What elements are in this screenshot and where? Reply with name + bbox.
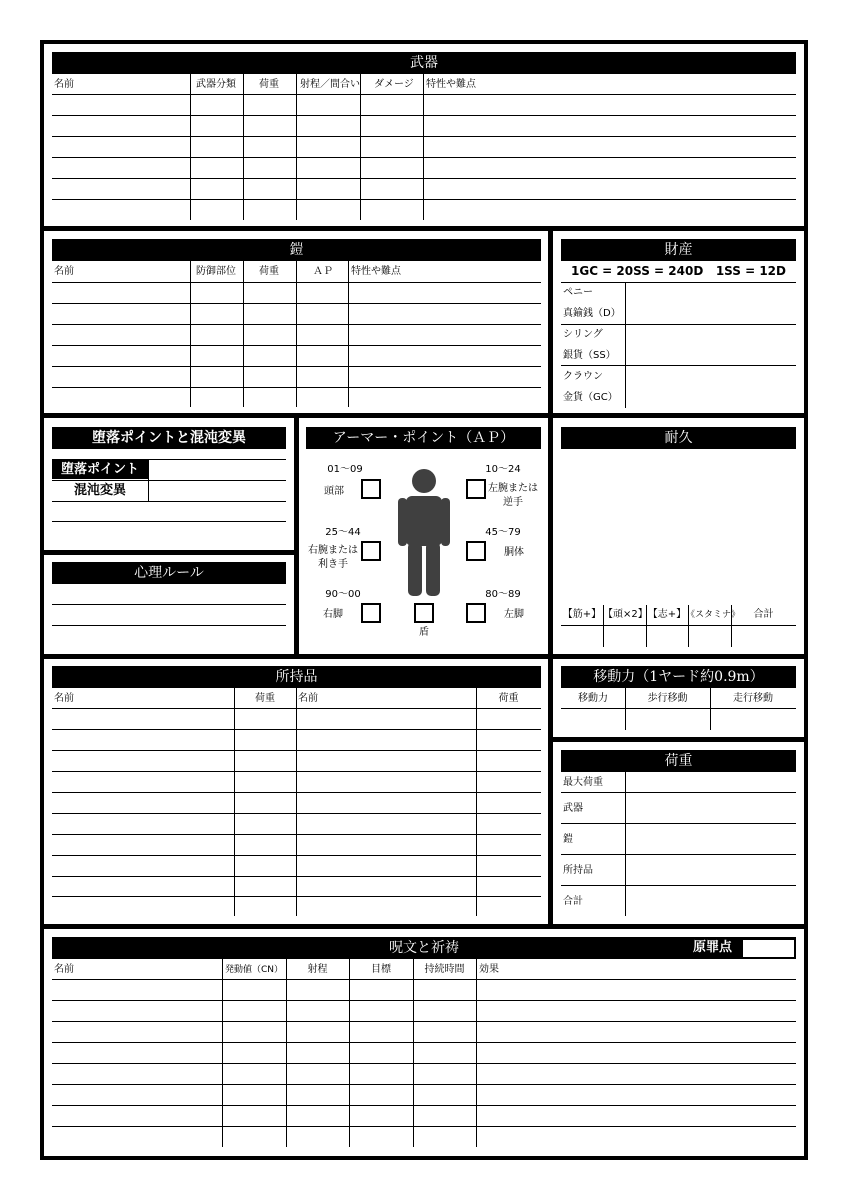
weapons-col-group: 武器分類	[196, 79, 236, 90]
armor-title: 鎧	[52, 239, 541, 261]
trappings-title: 所持品	[52, 666, 541, 688]
encumbrance-total: 合計	[563, 896, 583, 907]
table-rule	[52, 1063, 796, 1064]
divider	[44, 654, 804, 659]
movement-col-move: 移動力	[578, 693, 608, 704]
table-rule	[52, 1000, 796, 1001]
table-rule	[52, 604, 286, 605]
trappings-col-enc-1: 荷重	[255, 693, 275, 704]
table-rule	[561, 282, 796, 283]
ap-shield-box[interactable]	[414, 603, 434, 623]
table-rule	[561, 324, 796, 325]
armor-col-ap: ＡＰ	[313, 266, 333, 277]
table-rule	[561, 792, 796, 793]
spells-col-target: 目標	[371, 964, 391, 975]
encumbrance-max: 最大荷重	[563, 777, 603, 788]
trappings-col-name-2: 名前	[298, 693, 318, 704]
wealth-shilling-label: シリング	[563, 329, 603, 340]
table-rule	[52, 979, 796, 980]
table-rule	[243, 74, 244, 220]
table-rule	[625, 772, 626, 916]
ap-left-arm-label-1: 左腕または	[488, 483, 538, 494]
spells-col-duration: 持続時間	[424, 964, 465, 975]
ap-right-arm-box[interactable]	[361, 541, 381, 561]
armor-col-name: 名前	[54, 266, 74, 277]
movement-title: 移動力（1ヤード約0.9m）	[561, 666, 796, 688]
table-rule	[348, 261, 349, 407]
spells-col-cn: 発動値（CN）	[225, 965, 284, 975]
spells-col-effect: 効果	[479, 964, 499, 975]
wealth-title: 財産	[561, 239, 796, 261]
encumbrance-trappings: 所持品	[563, 865, 593, 876]
table-rule	[360, 74, 361, 220]
ap-right-arm-label-2: 利き手	[318, 559, 348, 570]
table-rule	[52, 115, 796, 116]
divider	[548, 659, 553, 925]
weapons-col-range: 射程／間合い	[300, 79, 360, 90]
table-rule	[52, 136, 796, 137]
wealth-penny-label: ペニー	[563, 287, 593, 298]
ap-head-label: 頭部	[324, 486, 344, 497]
table-rule	[296, 74, 297, 220]
wealth-exchange-rate: 1GC = 20SS = 240D 1SS = 12D	[571, 264, 786, 278]
wounds-title: 耐久	[561, 427, 796, 449]
ap-head-range: 01～09	[327, 464, 363, 475]
wounds-col-wpb: 【志+】	[647, 609, 687, 620]
wounds-col-total: 合計	[753, 609, 774, 620]
divider	[548, 231, 553, 417]
table-rule	[561, 885, 796, 886]
body-figure-icon	[398, 468, 450, 598]
table-rule	[561, 625, 796, 626]
table-rule	[52, 157, 796, 158]
armor-points-title: アーマー・ポイント（ＡＰ）	[306, 427, 541, 449]
divider	[553, 737, 804, 742]
ap-left-arm-box[interactable]	[466, 479, 486, 499]
wounds-col-hardy: 《スタミナ》	[686, 610, 741, 620]
ap-body-label: 胴体	[504, 547, 524, 558]
divider	[548, 418, 553, 656]
weapons-col-enc: 荷重	[259, 79, 279, 90]
corruption-title: 堕落ポイントと混沌変異	[52, 427, 286, 449]
ap-right-leg-box[interactable]	[361, 603, 381, 623]
table-rule	[52, 1021, 796, 1022]
divider	[44, 550, 294, 555]
table-rule	[286, 959, 287, 1147]
table-rule	[625, 688, 626, 730]
table-rule	[296, 688, 297, 916]
ap-body-range: 45～79	[485, 527, 521, 538]
table-rule	[52, 625, 286, 626]
encumbrance-armor: 鎧	[563, 834, 573, 845]
divider	[294, 418, 299, 656]
wealth-penny-sub: 真鍮銭（D）	[563, 308, 621, 319]
ap-left-leg-range: 80～89	[485, 589, 521, 600]
table-rule	[52, 178, 796, 179]
corruption-mutation-label: 混沌変異	[73, 483, 126, 498]
weapons-title: 武器	[52, 52, 796, 74]
armor-col-enc: 荷重	[259, 266, 279, 277]
spells-col-name: 名前	[54, 964, 74, 975]
table-rule	[561, 854, 796, 855]
table-rule	[413, 959, 414, 1147]
table-rule	[222, 959, 223, 1147]
table-rule	[52, 199, 796, 200]
ap-right-arm-label-1: 右腕または	[308, 545, 358, 556]
ap-head-box[interactable]	[361, 479, 381, 499]
armor-col-qualities: 特性や難点	[351, 266, 401, 277]
psychology-title: 心理ルール	[52, 562, 286, 584]
encumbrance-title: 荷重	[561, 750, 796, 772]
table-rule	[52, 480, 286, 481]
encumbrance-weapons: 武器	[563, 803, 583, 814]
ap-left-leg-box[interactable]	[466, 603, 486, 623]
table-rule	[243, 261, 244, 407]
spells-sin-box[interactable]	[742, 939, 795, 958]
table-rule	[52, 94, 796, 95]
table-rule	[52, 501, 286, 502]
table-rule	[476, 688, 477, 916]
table-rule	[52, 1126, 796, 1127]
spells-sin-label: 原罪点	[693, 940, 733, 955]
table-rule	[625, 282, 626, 408]
table-rule	[52, 1105, 796, 1106]
movement-col-walk: 歩行移動	[647, 693, 688, 704]
wounds-col-sb: 【筋+】	[562, 609, 602, 620]
divider	[44, 413, 804, 418]
table-rule	[561, 365, 796, 366]
table-rule	[234, 688, 235, 916]
ap-left-leg-label: 左脚	[504, 609, 524, 620]
trappings-col-name-1: 名前	[54, 693, 74, 704]
armor-col-location: 防御部位	[196, 266, 236, 277]
spells-title: 呪文と祈祷	[52, 937, 796, 959]
table-rule	[561, 708, 796, 709]
divider	[44, 924, 804, 929]
ap-right-arm-range: 25～44	[325, 527, 361, 538]
table-rule	[52, 1042, 796, 1043]
table-rule	[296, 261, 297, 407]
table-rule	[710, 688, 711, 730]
trappings-col-enc-2: 荷重	[498, 693, 519, 704]
ap-body-box[interactable]	[466, 541, 486, 561]
weapons-col-damage: ダメージ	[374, 79, 414, 90]
ap-shield-label: 盾	[419, 627, 429, 638]
spells-col-range: 射程	[307, 964, 328, 975]
corruption-points-label: 堕落ポイント	[52, 460, 148, 479]
table-rule	[148, 459, 149, 501]
ap-left-arm-range: 10～24	[485, 464, 521, 475]
table-rule	[561, 823, 796, 824]
weapons-col-qualities: 特性や難点	[426, 79, 476, 90]
movement-col-run: 走行移動	[733, 693, 773, 704]
table-rule	[476, 959, 477, 1147]
weapons-col-name: 名前	[54, 79, 74, 90]
ap-right-leg-range: 90～00	[325, 589, 361, 600]
wealth-shilling-sub: 銀貨（SS）	[563, 350, 616, 361]
table-rule	[349, 959, 350, 1147]
wounds-col-tb: 【頑×2】	[603, 609, 648, 620]
table-rule	[190, 261, 191, 407]
table-rule	[423, 74, 424, 220]
table-rule	[190, 74, 191, 220]
ap-right-leg-label: 右脚	[323, 609, 343, 620]
table-rule	[52, 521, 286, 522]
ap-left-arm-label-2: 逆手	[503, 497, 523, 508]
character-sheet-frame	[40, 40, 808, 1160]
wealth-crown-label: クラウン	[563, 371, 603, 382]
divider	[44, 226, 804, 231]
wealth-crown-sub: 金貨（GC）	[563, 392, 618, 403]
table-rule	[52, 1084, 796, 1085]
